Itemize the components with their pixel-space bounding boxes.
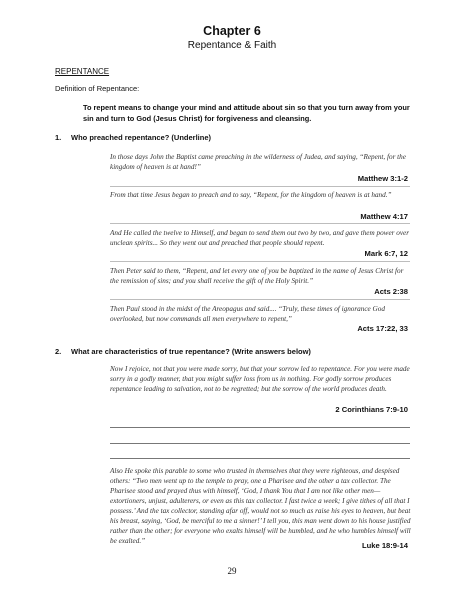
chapter-title: Chapter 6 [203, 24, 261, 38]
passage-divider [110, 299, 410, 300]
answer-line[interactable] [110, 443, 410, 444]
answer-line[interactable] [110, 458, 410, 459]
question-1 [55, 133, 211, 143]
passage-reference: Mark 6:7, 12 [364, 249, 408, 258]
question-text: What are characteristics of true repentance? (Write answers below) [71, 347, 311, 356]
section-heading: REPENTANCE [55, 67, 110, 76]
passage-text: From that time Jesus began to preach and to say, “Repent, for the kingdom of heaven is at hand.” [110, 191, 392, 199]
question-number: 1. [55, 133, 62, 142]
passage-divider [110, 261, 410, 262]
passage-text: And He called the twelve to Himself, and began to send them out two by two, and gave them power over unclean spirits... So they went out and preached that people should repent. [110, 229, 410, 247]
passage-divider [110, 186, 410, 187]
passage-reference: 2 Corinthians 7:9-10 [335, 405, 408, 414]
page-number: 29 [227, 566, 237, 576]
definition-text: To repent means to change your mind and attitude about sin so that you turn away from your sin and turn to God (Jesus Christ) for forgiveness and cleansing. [83, 103, 410, 123]
passage-reference: Acts 2:38 [374, 287, 408, 296]
passage-text: Then Paul stood in the midst of the Areopagus and said.... “Truly, these times of ignorance God overlooked, but now commands all men everywhere to repent,” [110, 305, 385, 323]
passage-reference: Matthew 3:1-2 [357, 174, 408, 183]
question-number: 2. [55, 347, 62, 356]
question-text: Who preached repentance? (Underline) [71, 133, 212, 142]
answer-line[interactable] [110, 427, 410, 428]
passage-divider [110, 223, 410, 224]
chapter-subtitle: Repentance & Faith [187, 40, 277, 51]
passage-text: In those days John the Baptist came preaching in the wilderness of Judea, and saying, “Repent, for the kingdom of heaven is at hand!” [110, 153, 406, 171]
passage-reference: Matthew 4:17 [360, 212, 408, 221]
definition-label: Definition of Repentance: [55, 84, 140, 93]
question-2 [55, 347, 311, 357]
passage-text: Also He spoke this parable to some who trusted in themselves that they were righteous, and despised others: “Two men went up to the temple to pray, one a Pharisee and the other a tax collector. The Pharisee stood and prayed thus with himself, ‘God, I thank You that I am not like other men—extortioners, unjust, adulterers, or even as this tax collector. I fast twice a week; I give tithes of all that I possess.’ And the tax collector, standing afar off, would not so much as raise his eyes to heaven, but beat his breast, saying, ‘God, be merciful to me a sinner!’ I tell you, this man went down to his house justified rather than the other; for everyone who exalts himself will be humbled, and he who humbles himself will be exalted.” [110, 467, 411, 545]
passage-reference: Luke 18:9-14 [361, 541, 408, 550]
passage-text: Then Peter said to them, “Repent, and let every one of you be baptized in the name of Jesus Christ for the remission of sins; and you shall receive the gift of the Holy Spirit.” [110, 267, 404, 285]
passage-reference: Acts 17:22, 33 [357, 324, 408, 333]
passage-text: Now I rejoice, not that you were made sorry, but that your sorrow led to repentance. For you were made sorry in a godly manner, that you might suffer loss from us in nothing. For godly sorrow produces repentance leading to salvation, not to be regretted; but the sorrow of the world produces death. [110, 365, 410, 393]
